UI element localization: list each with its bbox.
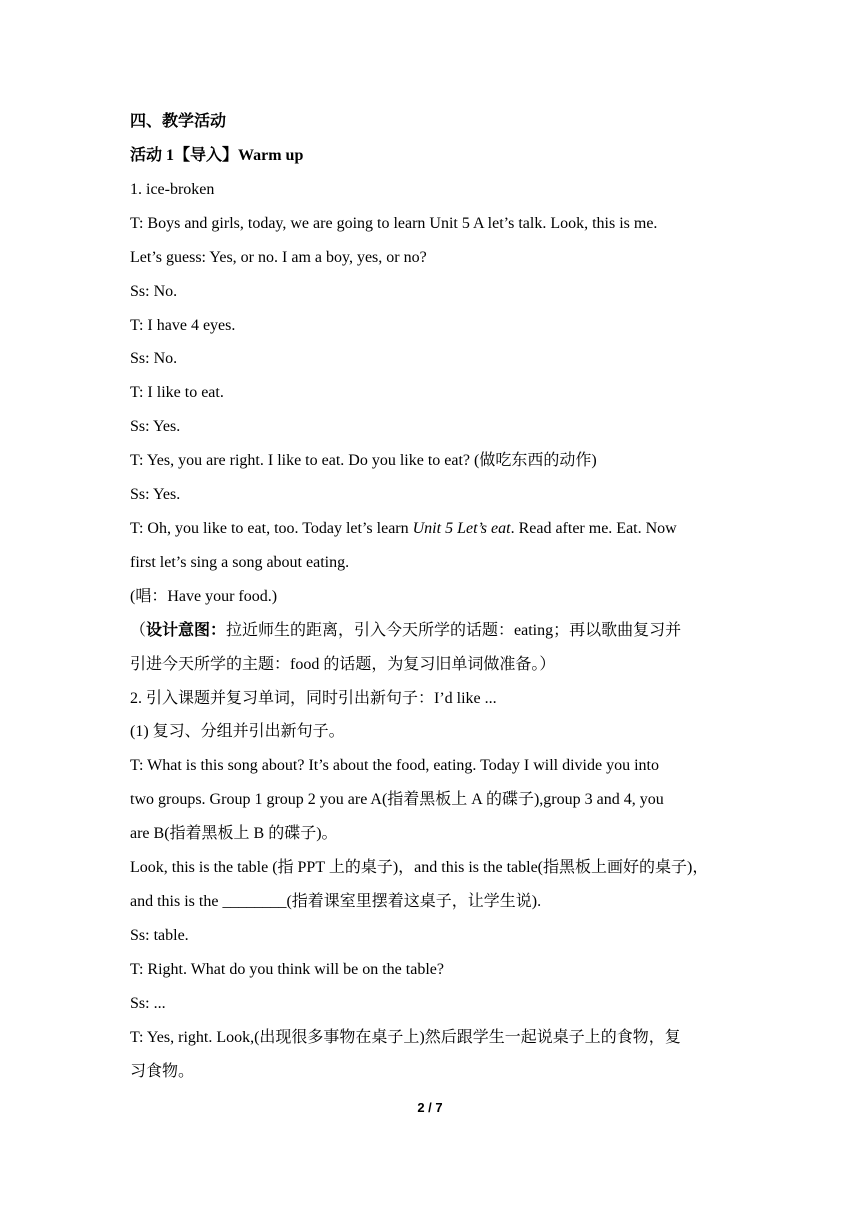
text-line: T: Yes, you are right. I like to eat. Do you like to eat? (做吃东西的动作): [130, 452, 597, 469]
text-line: 2. 引入课题并复习单词，同时引出新句子：I’d like ...: [130, 690, 497, 707]
text-line: Ss: table.: [130, 927, 189, 944]
design-intent-label: 设计意图：: [146, 622, 227, 639]
text-line: (唱：Have your food.): [130, 588, 278, 605]
text-line: Look, this is the table (指 PPT 上的桌子)，and this is the table(指黑板上画好的桌子)，: [130, 859, 709, 876]
subheading-ice-broken: 1. ice-broken: [130, 181, 215, 198]
text-line: Ss: No.: [130, 283, 178, 300]
text-line: T: I like to eat.: [130, 384, 224, 401]
section-heading: 四、教学活动: [130, 113, 227, 130]
activity-heading: 活动 1【导入】Warm up: [130, 147, 304, 164]
text-line: (1) 复习、分组并引出新句子。: [130, 723, 345, 740]
text-line: T: Right. What do you think will be on the table?: [130, 961, 444, 978]
text-line: T: What is this song about? It’s about the food, eating. Today I will divide you into: [130, 757, 659, 774]
text-line: Let’s guess: Yes, or no. I am a boy, yes, or no?: [130, 249, 427, 266]
text-segment: T: Oh, you like to eat, too. Today let’s learn: [130, 520, 413, 537]
text-line: T: Yes, right. Look,(出现很多事物在桌子上)然后跟学生一起说桌子上的食物，复: [130, 1029, 681, 1046]
text-line: Ss: Yes.: [130, 418, 181, 435]
text-line: first let’s sing a song about eating.: [130, 554, 350, 571]
text-segment: 拉近师生的距离，引入今天所学的话题：eating；再以歌曲复习并: [226, 622, 682, 639]
unit-title-italic: Unit 5 Let’s eat: [412, 520, 511, 537]
design-intent-line: [130, 621, 681, 641]
text-line: and this is the ________(指着课室里摆着这桌子，让学生说).: [130, 893, 542, 910]
text-line: Ss: Yes.: [130, 486, 181, 503]
text-segment: （: [130, 622, 147, 639]
page-number: 2 / 7: [417, 1100, 443, 1115]
text-line: Ss: No.: [130, 350, 178, 367]
text-line: T: I have 4 eyes.: [130, 317, 236, 334]
text-segment: . Read after me. Eat. Now: [510, 520, 677, 537]
text-line: two groups. Group 1 group 2 you are A(指着黑板上 A 的碟子),group 3 and 4, you: [130, 791, 664, 808]
text-line: T: Boys and girls, today, we are going to learn Unit 5 A let’s talk. Look, this is me.: [130, 215, 658, 232]
text-line: are B(指着黑板上 B 的碟子)。: [130, 825, 338, 842]
text-line-unit5: [130, 519, 677, 539]
text-line: Ss: ...: [130, 995, 166, 1012]
text-line: 引进今天所学的主题：food 的话题，为复习旧单词做准备。）: [130, 656, 556, 673]
text-line: 习食物。: [130, 1063, 195, 1080]
